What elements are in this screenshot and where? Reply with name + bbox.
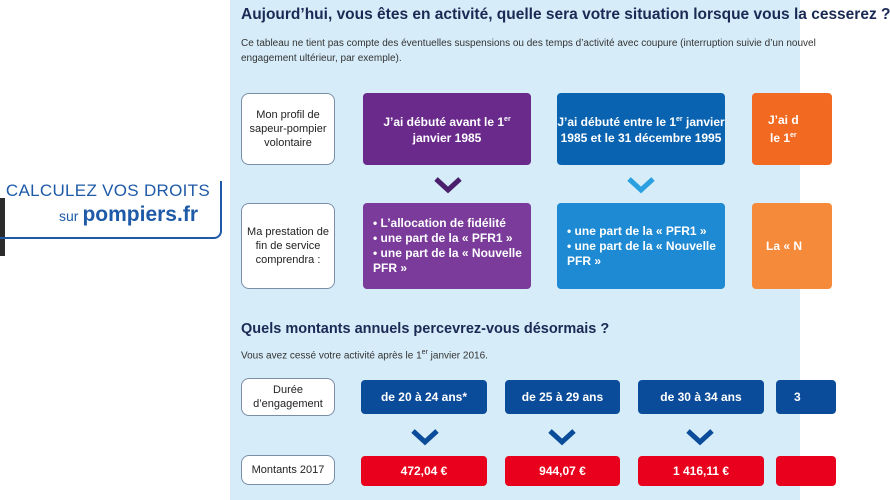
section2-title: Quels montants annuels percevrez-vous désormais ? — [241, 321, 610, 337]
amount-35-plus — [776, 456, 836, 486]
col2-header-post: janvier 1985 et le 31 décembre 1995 — [560, 115, 725, 145]
duration-30-34: de 30 à 34 ans — [638, 380, 764, 414]
col1-header-post: janvier 1985 — [412, 131, 482, 145]
chevron-down-icon — [685, 428, 715, 446]
prestation-label: Ma prestation de fin de service comprendra : — [241, 203, 335, 289]
duration-20-24: de 20 à 24 ans* — [361, 380, 487, 414]
col1-header-pre: J’ai débuté avant le 1 — [383, 115, 505, 129]
section2-note-sup: er — [421, 349, 428, 356]
col3-header-line1: J’ai d — [768, 113, 799, 127]
list-item: • une part de la « Nouvelle PFR » — [567, 238, 716, 268]
section2-note-pre: Vous avez cessé votre activité après le 1 — [241, 350, 422, 362]
profile-after-1996 — [752, 93, 832, 165]
list-item: • L’allocation de fidélité — [373, 216, 506, 230]
amount-label: Montants 2017 — [241, 455, 335, 485]
chevron-down-icon — [626, 176, 656, 194]
chevron-down-icon — [433, 176, 463, 194]
prestation-list — [373, 216, 531, 276]
section2-note — [241, 349, 488, 361]
list-item: • une part de la « PFR1 » — [567, 223, 707, 238]
promo-site — [59, 203, 198, 227]
list-item: • une part de la « PFR1 » — [373, 231, 513, 245]
amount-30-34: 1 416,11 € — [638, 456, 764, 486]
amount-25-29: 944,07 € — [505, 456, 620, 486]
section1-note: Ce tableau ne tient pas compte des éventuelles suspensions ou des temps d’activité avec coupure (interruption suivie d’un nouvel engagement ultérieur, par exemple). — [241, 38, 816, 64]
infographic — [230, 0, 890, 500]
list-item-text: une part de la « Nouvelle PFR » — [567, 238, 716, 268]
list-item-text: une part de la « PFR1 » — [380, 231, 513, 245]
chevron-down-icon — [547, 428, 577, 446]
profile-label: Mon profil de sapeur-pompier volontaire — [241, 93, 335, 165]
col2-header-sup: er — [676, 116, 683, 123]
section2-note-post: janvier 2016. — [427, 350, 488, 362]
promo-site-name: pompiers.fr — [82, 203, 198, 226]
promo-sur: sur — [59, 208, 79, 224]
col1-header-sup: er — [504, 116, 511, 123]
col2-header-pre: J’ai débuté entre le 1 — [557, 115, 677, 129]
promo-link[interactable] — [0, 181, 222, 239]
duration-label: Durée d’engagement — [241, 378, 335, 416]
col3-header-line2: le 1 — [770, 131, 791, 145]
prestation-1985-1995 — [557, 203, 725, 289]
duration-25-29: de 25 à 29 ans — [505, 380, 620, 414]
chevron-down-icon — [410, 428, 440, 446]
profile-before-1985 — [363, 93, 531, 165]
prestation-before-1985 — [363, 203, 531, 289]
prestation-list — [567, 224, 725, 269]
list-item-text: une part de la « Nouvelle PFR » — [373, 246, 522, 275]
col3-header-sup: er — [790, 132, 797, 139]
section1-title: Aujourd’hui, vous êtes en activité, quelle sera votre situation lorsque vous la cesserez ? — [241, 6, 890, 23]
promo-heading: CALCULEZ VOS DROITS — [5, 181, 210, 200]
duration-35-plus: 3 — [776, 380, 836, 414]
col3-item: La « N — [766, 239, 803, 253]
list-item-text: une part de la « PFR1 » — [574, 223, 707, 238]
amount-20-24: 472,04 € — [361, 456, 487, 486]
prestation-after-1996 — [752, 203, 832, 289]
list-item: • une part de la « Nouvelle PFR » — [373, 246, 522, 275]
promo-panel — [0, 0, 230, 500]
list-item-text: L’allocation de fidélité — [380, 216, 506, 230]
profile-1985-1995 — [557, 93, 725, 165]
